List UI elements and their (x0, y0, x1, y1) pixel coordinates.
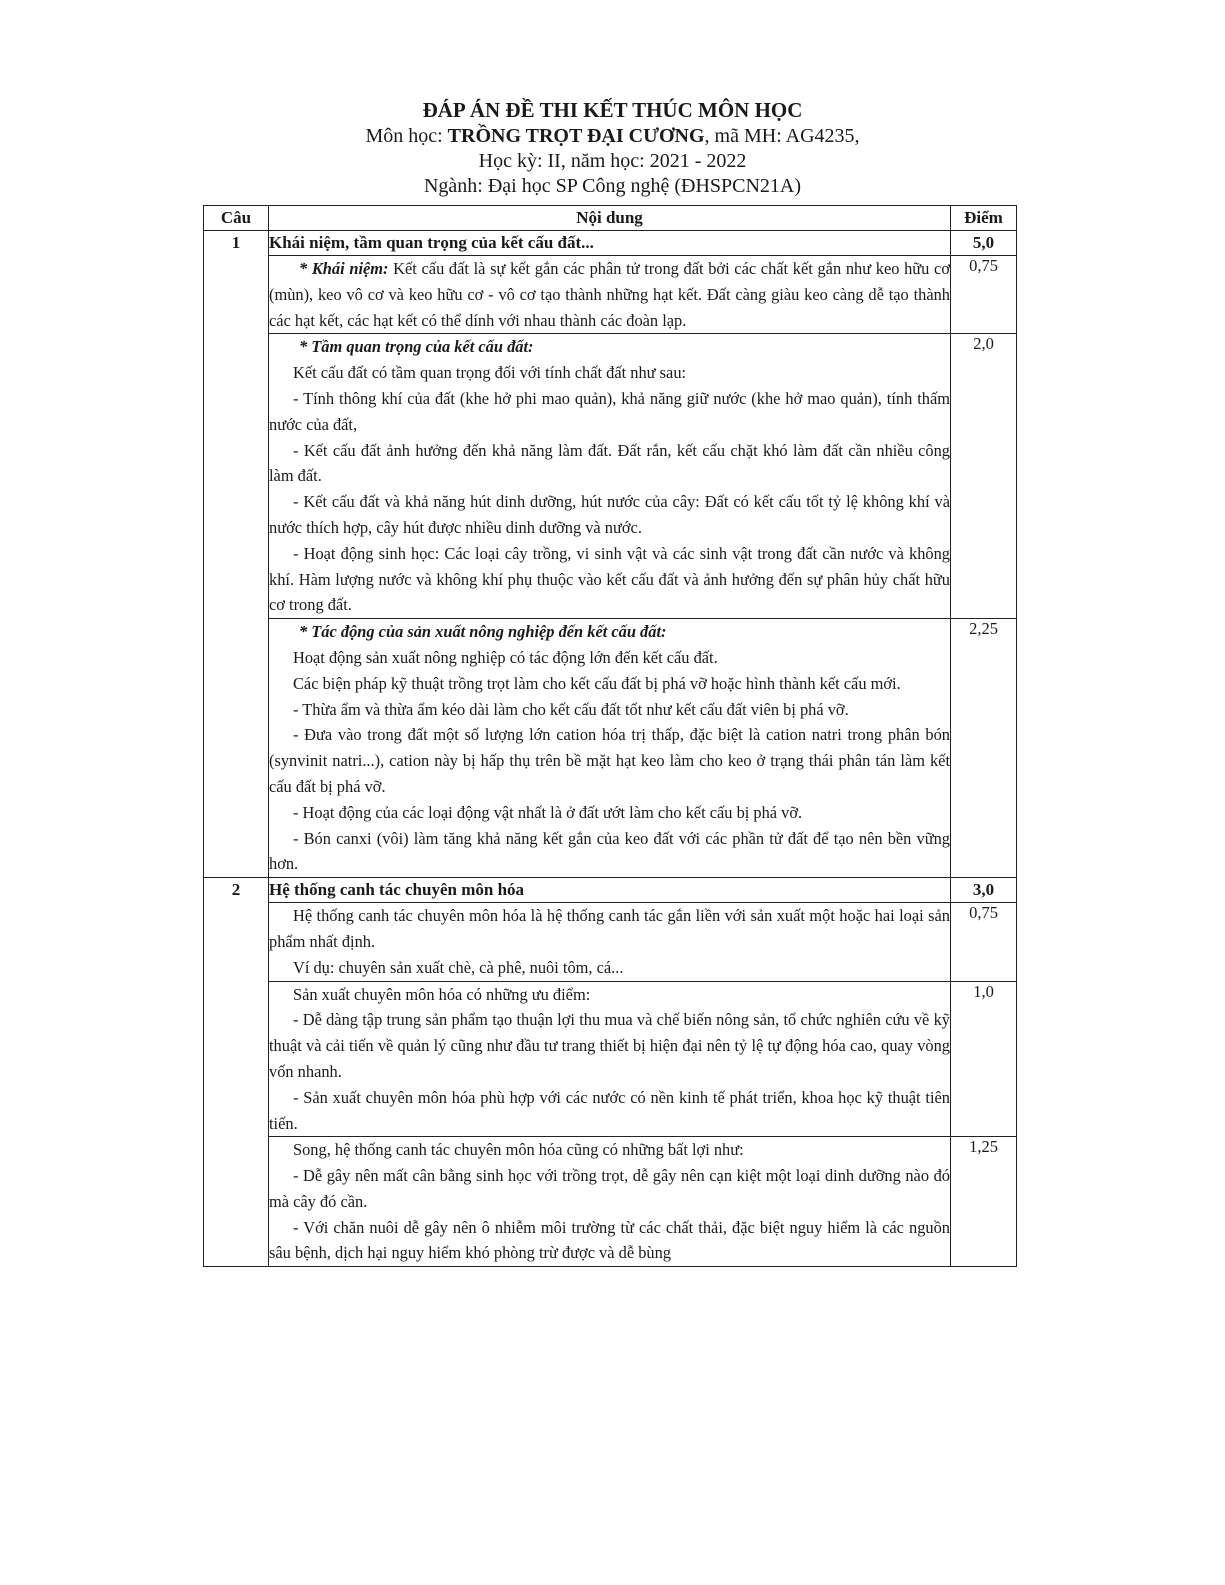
q2-part1-score: 0,75 (951, 903, 1017, 981)
q1-part1-row (204, 256, 1017, 334)
subject-line (0, 124, 1225, 149)
q1-part3-label: * Tác động của sản xuất nông nghiệp đến kết cấu đất: (299, 622, 667, 642)
q2-part2-line: - Dễ dàng tập trung sản phẩm tạo thuận lợi thu mua và chế biến nông sản, tổ chức nghiên cứu về kỹ thuật và cải tiến về quản lý cũng như đầu tư trang thiết bị hiện đại nên tỷ lệ tự động hóa cao, quay vòng vốn nhanh. (269, 1010, 950, 1081)
q1-part1-content (269, 256, 951, 334)
q1-part3-line: Hoạt động sản xuất nông nghiệp có tác động lớn đến kết cấu đất. (293, 647, 718, 667)
q1-part2-score: 2,0 (951, 334, 1017, 619)
q2-part2-score: 1,0 (951, 981, 1017, 1137)
q1-part1-label: * Khái niệm: (299, 259, 389, 278)
q2-part2-row (204, 981, 1017, 1137)
q1-part2-line: - Kết cấu đất ảnh hưởng đến khả năng làm đất. Đất rắn, kết cấu chặt khó làm đất cần nhiều công làm đất. (269, 440, 950, 486)
q1-part2-line: - Kết cấu đất và khả năng hút dinh dưỡng, hút nước của cây: Đất có kết cấu tốt tỷ lệ không khí và nước thích hợp, cây hút được nhiều dinh dưỡng và nước. (269, 492, 950, 537)
q2-title-row (204, 878, 1017, 903)
q1-part3-score: 2,25 (951, 619, 1017, 878)
q1-part3-line: - Bón canxi (vôi) làm tăng khả năng kết gắn của keo đất với các phần tử đất để tạo nên bền vững hơn. (269, 828, 950, 874)
q2-total-score: 3,0 (951, 878, 1017, 903)
col-header-content: Nội dung (269, 206, 951, 231)
q1-part1-score: 0,75 (951, 256, 1017, 334)
q1-title-row (204, 231, 1017, 256)
q1-part3-line: - Đưa vào trong đất một số lượng lớn cation hóa trị thấp, đặc biệt là cation natri trong phân bón (synvinit natri...), cation này bị hấp thụ trên bề mặt hạt keo làm cho keo ở trạng thái phân tán làm kết cấu đất bị phá vỡ. (269, 725, 950, 796)
q2-part3-row (204, 1137, 1017, 1267)
q2-title: Hệ thống canh tác chuyên môn hóa (269, 878, 951, 903)
q1-part2-line: Kết cấu đất có tầm quan trọng đối với tính chất đất như sau: (293, 363, 687, 383)
q2-part1-line: Ví dụ: chuyên sản xuất chè, cà phê, nuôi tôm, cá... (293, 957, 624, 977)
major-line: Ngành: Đại học SP Công nghệ (ĐHSPCN21A) (423, 175, 802, 197)
q2-part1-row (204, 903, 1017, 981)
q1-part1-text: Kết cấu đất là sự kết gắn các phân tử trong đất bởi các chất kết gắn như keo hữu cơ (mùn), keo vô cơ và keo hữu cơ - vô cơ tạo thành những hạt kết. Đất càng giàu keo càng dễ tạo thành các hạt kết, các hạt kết có thể dính với nhau thành các đoàn lạp. (269, 259, 950, 330)
q1-part2-content (269, 334, 951, 619)
q1-part2-row (204, 334, 1017, 619)
q2-part3-content (269, 1137, 951, 1267)
q1-part2-line: - Hoạt động sinh học: Các loại cây trồng, vi sinh vật và các sinh vật trong đất cần nước và không khí. Hàm lượng nước và không khí phụ thuộc vào kết cấu đất và ảnh hưởng đến sự phân hủy chất hữu cơ trong đất. (269, 543, 950, 615)
subject-name: TRỒNG TRỌT ĐẠI CƯƠNG (447, 125, 705, 147)
q1-part3-content (269, 619, 951, 878)
q2-part3-score: 1,25 (951, 1137, 1017, 1267)
q2-part3-line: - Dễ gây nên mất cân bằng sinh học với trồng trọt, dễ gây nên cạn kiệt một loại dinh dưỡng nào đó mà cây đó cần. (269, 1166, 950, 1211)
q2-part3-line: - Với chăn nuôi dễ gây nên ô nhiễm môi trường từ các chất thải, đặc biệt nguy hiểm là các nguồn sâu bệnh, dịch hại nguy hiểm khó phòng trừ được và dễ bùng (269, 1217, 950, 1263)
q1-part2-label: * Tầm quan trọng của kết cấu đất: (299, 337, 534, 357)
col-header-score: Điểm (951, 206, 1017, 231)
answer-table (203, 205, 1017, 1267)
q1-title: Khái niệm, tầm quan trọng của kết cấu đất... (269, 231, 951, 256)
document-header (0, 96, 1225, 199)
semester-line: Học kỳ: II, năm học: 2021 - 2022 (478, 150, 747, 172)
q1-part3-line: - Hoạt động của các loại động vật nhất là ở đất ướt làm cho kết cấu bị phá vỡ. (293, 802, 803, 822)
q1-part3-line: - Thừa ẩm và thừa ẩm kéo dài làm cho kết cấu đất tốt như kết cấu đất viên bị phá vỡ. (293, 699, 849, 719)
subject-suffix: , mã MH: AG4235, (704, 125, 860, 147)
q1-part3-row (204, 619, 1017, 878)
subject-prefix: Môn học: (365, 125, 448, 147)
q2-part2-line: - Sản xuất chuyên môn hóa phù hợp với các nước có nền kinh tế phát triển, khoa học kỹ thuật tiên tiến. (269, 1087, 950, 1133)
q1-part3-line: Các biện pháp kỹ thuật trồng trọt làm cho kết cấu đất bị phá vỡ hoặc hình thành kết cấu mới. (293, 673, 901, 693)
q2-part1-line: Hệ thống canh tác chuyên môn hóa là hệ thống canh tác gắn liền với sản xuất một hoặc hai loại sản phẩm nhất định. (269, 906, 950, 951)
q2-part2-line: Sản xuất chuyên môn hóa có những ưu điểm: (293, 984, 591, 1004)
q1-total-score: 5,0 (951, 231, 1017, 256)
q1-part2-line: - Tính thông khí của đất (khe hở phi mao quản), khả năng giữ nước (khe hở mao quản), tính thấm nước của đất, (269, 388, 950, 434)
col-header-question: Câu (204, 206, 269, 231)
q2-number: 2 (204, 878, 269, 1267)
q2-part1-content (269, 903, 951, 981)
q2-part2-content (269, 981, 951, 1137)
q1-number: 1 (204, 231, 269, 878)
q2-part3-line: Song, hệ thống canh tác chuyên môn hóa cũng có những bất lợi như: (293, 1140, 744, 1160)
table-header-row (204, 206, 1017, 231)
document-title: ĐÁP ÁN ĐỀ THI KẾT THÚC MÔN HỌC (422, 98, 803, 122)
